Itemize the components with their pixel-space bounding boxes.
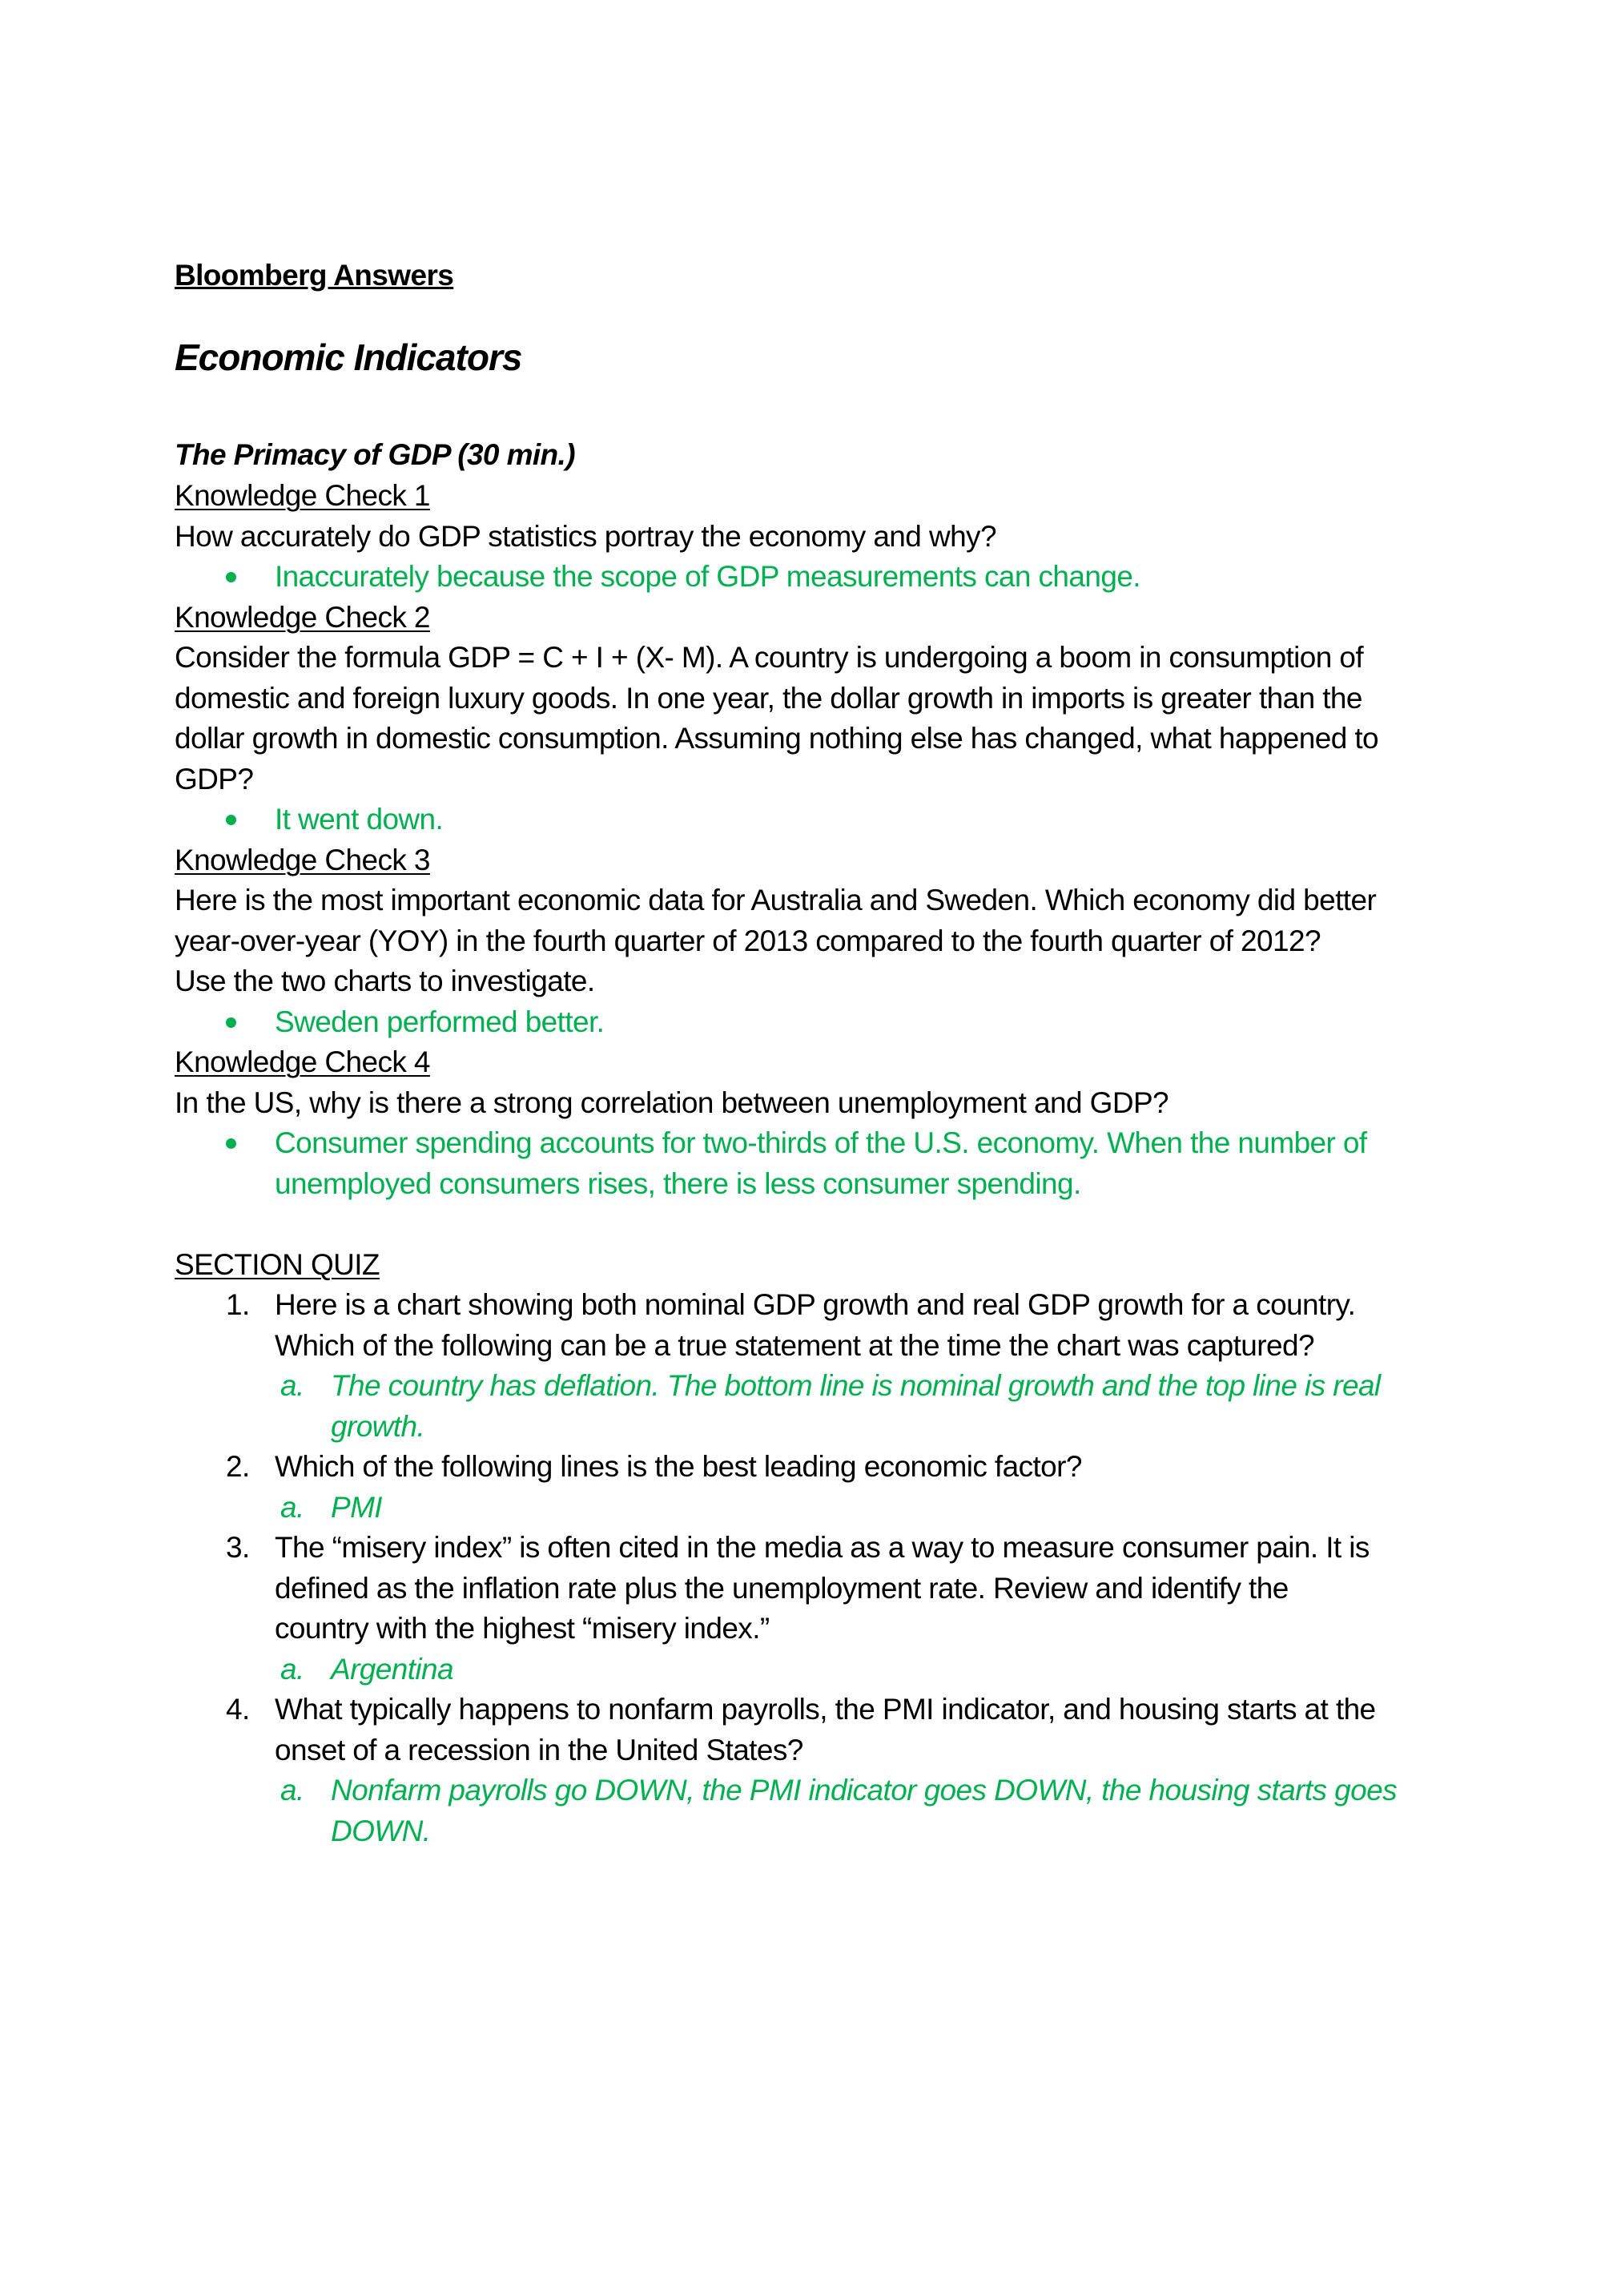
answer-text: DOWN. bbox=[331, 1815, 431, 1847]
quiz-question-line: Which of the following lines is the best leading economic factor? bbox=[275, 1450, 1082, 1483]
knowledge-check-2-question-line: dollar growth in domestic consumption. Assuming nothing else has changed, what happened to bbox=[175, 722, 1379, 755]
answer-text: unemployed consumers rises, there is less consumer spending. bbox=[275, 1167, 1081, 1200]
section-heading: The Primacy of GDP (30 min.) bbox=[175, 438, 575, 471]
document-title: Bloomberg Answers bbox=[175, 259, 454, 292]
quiz-number: 4. bbox=[226, 1693, 250, 1726]
quiz-question-line: Which of the following can be a true statement at the time the chart was captured? bbox=[275, 1329, 1314, 1362]
quiz-number: 2. bbox=[226, 1450, 250, 1483]
knowledge-check-4-question: In the US, why is there a strong correlation between unemployment and GDP? bbox=[175, 1086, 1169, 1119]
knowledge-check-2-question-line: Consider the formula GDP = C + I + (X- M). A country is undergoing a boom in consumption of bbox=[175, 641, 1364, 674]
knowledge-check-3-question-line: Use the two charts to investigate. bbox=[175, 965, 595, 997]
answer-marker: a. bbox=[280, 1491, 304, 1524]
quiz-question-line: Here is a chart showing both nominal GDP growth and real GDP growth for a country. bbox=[275, 1288, 1356, 1321]
knowledge-check-2-label: Knowledge Check 2 bbox=[175, 601, 430, 634]
answer-text: Consumer spending accounts for two-thirds of the U.S. economy. When the number of bbox=[275, 1126, 1367, 1159]
quiz-question-line: What typically happens to nonfarm payrolls, the PMI indicator, and housing starts at the bbox=[275, 1693, 1376, 1726]
answer-marker: a. bbox=[280, 1369, 304, 1402]
knowledge-check-1-label: Knowledge Check 1 bbox=[175, 479, 430, 512]
section-quiz-label: SECTION QUIZ bbox=[175, 1248, 380, 1281]
answer-text: PMI bbox=[331, 1491, 382, 1524]
bullet-icon bbox=[226, 572, 236, 582]
knowledge-check-2-question-line: domestic and foreign luxury goods. In one year, the dollar growth in imports is greater than the bbox=[175, 682, 1362, 715]
quiz-number: 1. bbox=[226, 1288, 250, 1321]
answer-marker: a. bbox=[280, 1653, 304, 1686]
answer-text: Argentina bbox=[331, 1653, 453, 1686]
answer-text: Sweden performed better. bbox=[275, 1005, 605, 1038]
bullet-icon bbox=[226, 815, 236, 825]
quiz-question-line: onset of a recession in the United States? bbox=[275, 1734, 803, 1766]
knowledge-check-3-question-line: Here is the most important economic data for Australia and Sweden. Which economy did better bbox=[175, 884, 1377, 916]
answer-marker: a. bbox=[280, 1774, 304, 1807]
quiz-question-line: defined as the inflation rate plus the unemployment rate. Review and identify the bbox=[275, 1572, 1289, 1605]
knowledge-check-1-question: How accurately do GDP statistics portray the economy and why? bbox=[175, 520, 996, 553]
answer-text: growth. bbox=[331, 1410, 425, 1443]
quiz-question-line: The “misery index” is often cited in the media as a way to measure consumer pain. It is bbox=[275, 1531, 1370, 1564]
knowledge-check-3-label: Knowledge Check 3 bbox=[175, 844, 430, 876]
answer-text: Inaccurately because the scope of GDP measurements can change. bbox=[275, 560, 1140, 593]
bullet-icon bbox=[226, 1017, 236, 1028]
answer-text: The country has deflation. The bottom line is nominal growth and the top line is real bbox=[331, 1369, 1381, 1402]
knowledge-check-2-question-line: GDP? bbox=[175, 763, 254, 796]
knowledge-check-3-question-line: year-over-year (YOY) in the fourth quarter of 2013 compared to the fourth quarter of 2012? bbox=[175, 924, 1321, 957]
page-heading: Economic Indicators bbox=[175, 336, 522, 378]
quiz-number: 3. bbox=[226, 1531, 250, 1564]
bullet-icon bbox=[226, 1138, 236, 1149]
answer-text: Nonfarm payrolls go DOWN, the PMI indicator goes DOWN, the housing starts goes bbox=[331, 1774, 1397, 1807]
knowledge-check-4-label: Knowledge Check 4 bbox=[175, 1045, 430, 1078]
quiz-question-line: country with the highest “misery index.” bbox=[275, 1612, 770, 1645]
answer-text: It went down. bbox=[275, 803, 444, 836]
